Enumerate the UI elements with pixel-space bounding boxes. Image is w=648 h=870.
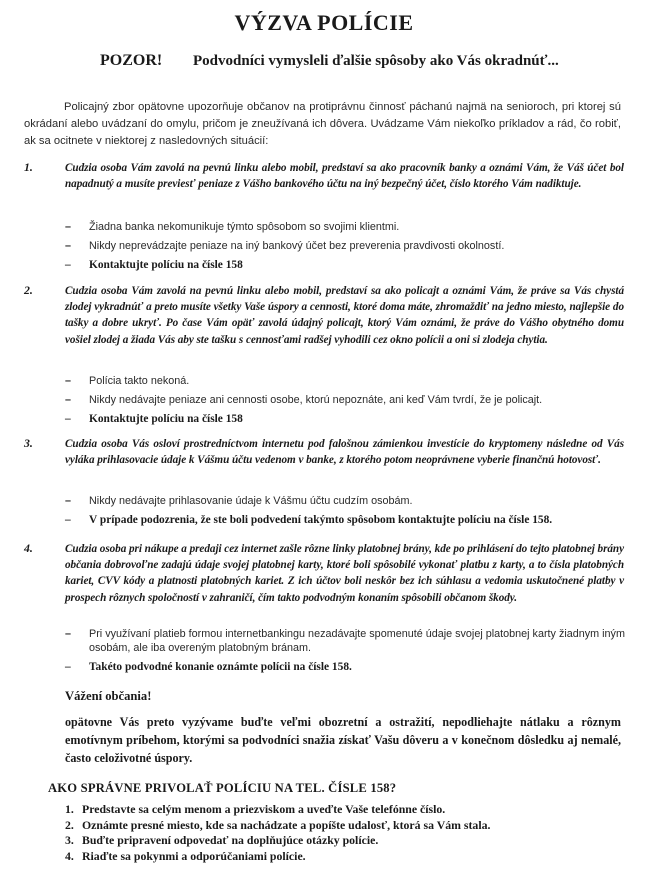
case-4-advice (65, 627, 625, 679)
howto-step: 1. Predstavte sa celým menom a priezviskom a uveďte Vaše telefónne číslo. (65, 802, 446, 816)
advice-item-contact: – Kontaktujte políciu na čísle 158 (65, 413, 243, 425)
dash-icon: – (65, 221, 72, 233)
howto-step: 3. Buďte pripravení odpovedať na doplňujúce otázky polície. (65, 833, 379, 848)
case-1 (24, 160, 624, 192)
dash-icon: – (65, 240, 72, 252)
howto-heading: AKO SPRÁVNE PRIVOLAŤ POLÍCIU NA TEL. ČÍSLE 158? (48, 781, 397, 795)
dash-icon: – (65, 259, 71, 271)
case-2 (24, 283, 624, 348)
case-description: Cudzia osoba Vám zavolá na pevnú linku alebo mobil, predstaví sa ako pracovník banky a oznámi Vám, že Váš účet bol napadnutý a musíte previesť peniaze z Vášho bankového účtu na iný bezpečný účet, číslo ktorého Vám nadiktuje. (65, 162, 624, 191)
case-1-advice (65, 220, 625, 277)
advice-item: – Nikdy nedávajte prihlasovanie údaje k Vášmu účtu cudzím osobám. (65, 495, 413, 507)
dash-icon: – (65, 394, 72, 406)
dash-icon: – (65, 514, 71, 526)
advice-item: – Polícia takto nekoná. (65, 375, 190, 387)
subtitle (100, 52, 559, 70)
howto-step: 4. Riaďte sa pokynmi a odporúčaniami polície. (65, 848, 306, 863)
subtitle-text: Podvodníci vymysleli ďalšie spôsoby ako Vás okradnúť... (193, 53, 559, 69)
case-description: Cudzia osoba Vás osloví prostredníctvom internetu pod falošnou zámienkou investície do kryptomeny následne od Vás vyláka prihlasovacie údaje k Vášmu účtu vedenom v banke, z ktorého potom neoprávnene vyberie finančnú hotovosť. (65, 438, 624, 467)
closing-salutation: Vážení občania! (65, 689, 152, 703)
subtitle-warning: POZOR! (100, 52, 163, 69)
howto-steps (65, 802, 490, 864)
closing-paragraph: opätovne Vás preto vyzývame buďte veľmi obozretní a ostražití, nepodliehajte nátlaku a rôznym emotívnym príbehom, ktorými sa podvodníci snažia získať Vašu dôveru a v konečnom dôsledku aj nemalé, často celoživotné úspory. (65, 715, 621, 765)
howto-step: 2. Oznámte presné miesto, kde sa nachádzate a popíšte udalosť, ktorá sa Vám stala. (65, 817, 491, 832)
intro-paragraph: Policajný zbor opätovne upozorňuje občanov na protiprávnu činnosť páchanú najmä na senioroch, pri ktorej sú okrádaní alebo uvádzaní do omylu, pričom je zneužívaná ich dôvera. Uvádzame Vám niekoľko príkladov a rád, čo robiť, ak sa ocitnete v niektorej z nasledovných situácií: (24, 101, 621, 147)
advice-item: – Nikdy nedávajte peniaze ani cennosti osobe, ktorú nepoznáte, ani keď Vám tvrdí, že je policajt. (65, 394, 543, 406)
dash-icon: – (65, 413, 71, 425)
case-3-advice (65, 494, 625, 532)
case-description: Cudzia osoba pri nákupe a predaji cez internet zašle rôzne linky platobnej brány, kde po prihlásení do tejto platobnej brány občania dobrovoľne zadajú údaje svojej platobnej karty, ktoré boli spôsobilé vykonať platbu z karty, a to čísla platobných kariet, CVV kódy a platnosti platobných kariet. Z ich účtov boli neskôr bez ich súhlasu a vedomia uskutočnené platby v prospech rôznych spoločností v zahraničí, čím takto podvodným konaním spôsobili občanom škody. (65, 543, 625, 604)
advice-item-contact: – Takéto podvodné konanie oznámte polícii na čísle 158. (65, 661, 352, 673)
case-number: 3. (24, 436, 33, 450)
page-title: VÝZVA POLÍCIE (234, 10, 414, 35)
case-4 (24, 541, 624, 606)
case-number: 4. (24, 541, 33, 555)
case-number: 2. (24, 283, 33, 297)
advice-item: – Nikdy neprevádzajte peniaze na iný bankový účet bez preverenia pravdivosti okolností. (65, 240, 505, 252)
advice-item-contact: – Kontaktujte políciu na čísle 158 (65, 259, 243, 271)
case-2-advice (65, 374, 625, 431)
dash-icon: – (65, 495, 72, 507)
dash-icon: – (65, 661, 71, 673)
dash-icon: – (65, 628, 72, 640)
case-number: 1. (24, 160, 33, 174)
dash-icon: – (65, 375, 72, 387)
advice-item-contact: – V prípade podozrenia, že ste boli podvedení takýmto spôsobom kontaktujte políciu na čísle 158. (65, 514, 553, 526)
advice-item: – Pri využívaní platieb formou internetbankingu nezadávajte spomenuté údaje svojej platobnej karty žiadnym iným osobám, ale iba overeným platobným bránam. (65, 628, 625, 654)
case-description: Cudzia osoba Vám zavolá na pevnú linku alebo mobil, predstaví sa ako policajt a oznámi Vám, že práve sa Vás chystá zlodej vykradnúť a preto musíte všetky Vaše úspory a cennosti, ktoré doma máte, zhromaždiť na jedno miesto, najlepšie do tašky a dobre ukryť. Po čase Vám opäť zavolá údajný policajt, ktorý Vám oznámi, že práve do Vášho obytného domu vošiel zlodej a žiada Vás aby ste tašku s cennosťami radšej vyhodili cez okno polícii a oni si zlodeja chytia. (65, 285, 624, 346)
case-3 (24, 436, 624, 468)
advice-item: – Žiadna banka nekomunikuje týmto spôsobom so svojimi klientmi. (65, 221, 400, 233)
